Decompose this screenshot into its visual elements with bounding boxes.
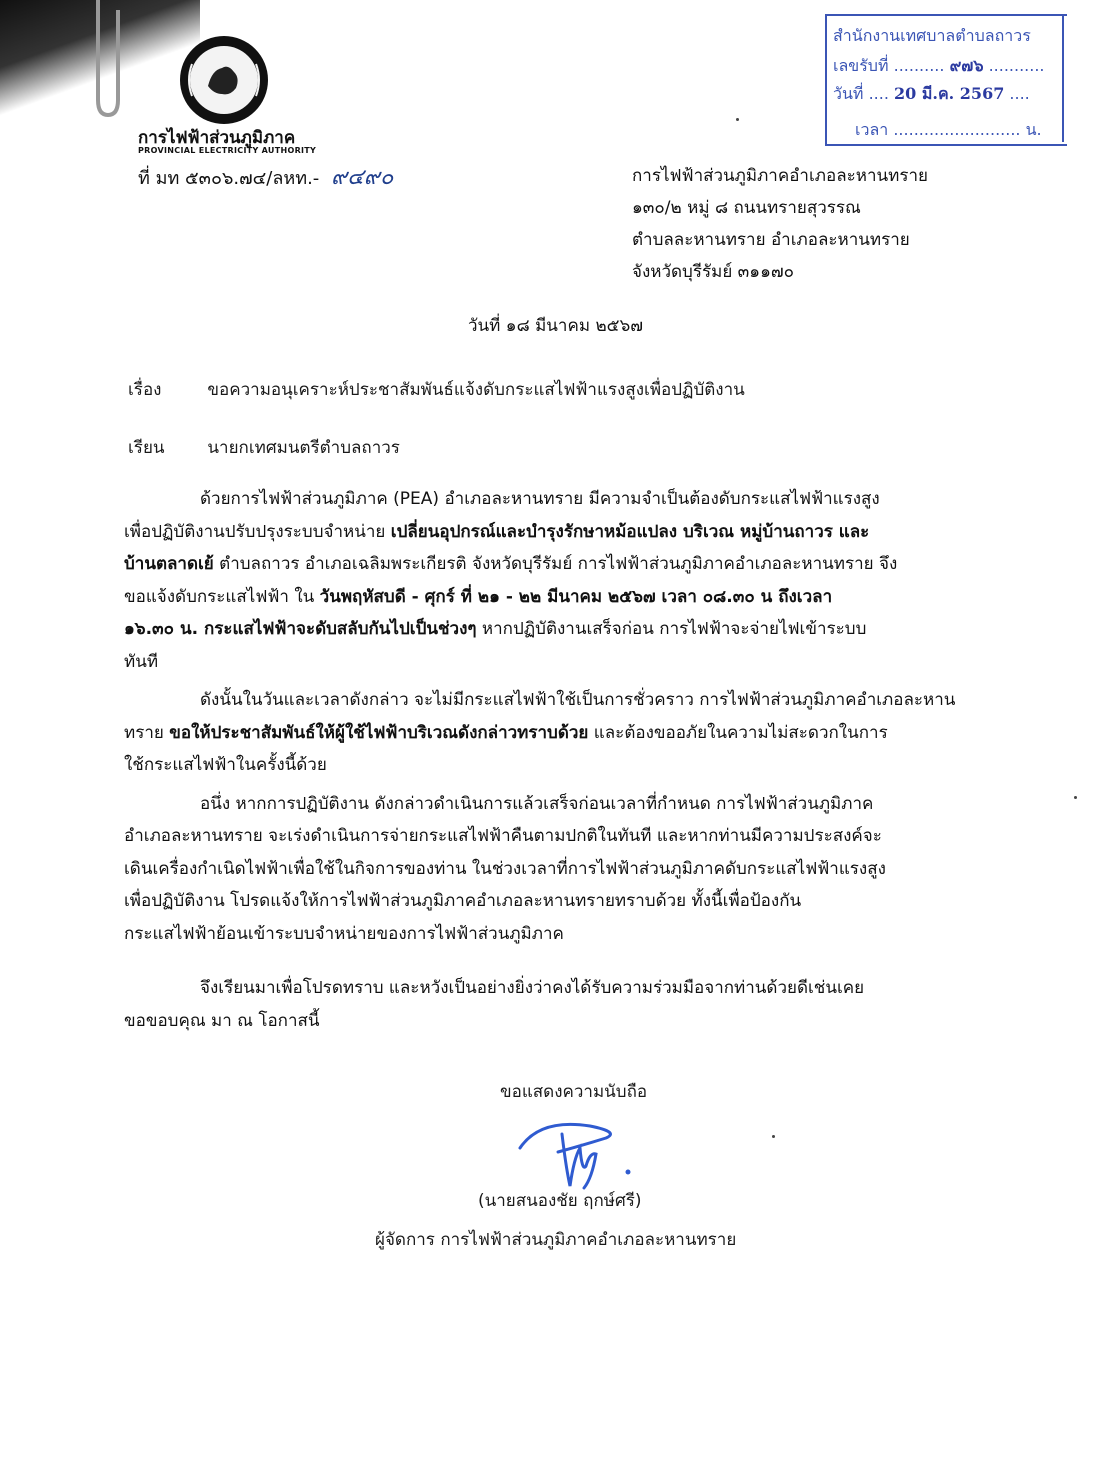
- body-line: เพื่อปฏิบัติงาน โปรดแจ้งให้การไฟฟ้าส่วนภูมิภาคอำเภอละหานทรายทราบด้วย ทั้งนี้เพื่อป้องกัน: [124, 891, 802, 911]
- sender-address: [632, 160, 928, 288]
- letter-body: [124, 483, 1024, 1037]
- body-line: ใช้กระแสไฟฟ้าในครั้งนี้ด้วย: [124, 755, 327, 775]
- body-line: ขอแจ้งดับกระแสไฟฟ้า ใน วันพฤหัสบดี - ศุกร์ ที่ ๒๑ - ๒๒ มีนาคม ๒๕๖๗ เวลา ๐๘.๓๐ น ถึงเวลา: [124, 586, 833, 607]
- closing: ขอแสดงความนับถือ: [500, 1082, 648, 1102]
- body-line: ๑๖.๓๐ น. กระแสไฟฟ้าจะดับสลับกันไปเป็นช่วงๆ หากปฏิบัติงานเสร็จก่อน การไฟฟ้าจะจ่ายไฟเข้าระบบ: [124, 619, 867, 639]
- document-number: [138, 159, 393, 194]
- stamp-date-row: วันที่ .... 20 มี.ค. 2567 ....: [833, 84, 1030, 103]
- subject-label: เรื่อง: [128, 380, 162, 400]
- address-line: จังหวัดบุรีรัมย์ ๓๑๑๗๐: [632, 262, 795, 282]
- body-line: อนึ่ง หากการปฏิบัติงาน ดังกล่าวดำเนินการแล้วเสร็จก่อนเวลาที่กำหนด การไฟฟ้าส่วนภูมิภาค: [200, 793, 874, 814]
- org-name-th: การไฟฟ้าส่วนภูมิภาค: [138, 128, 296, 148]
- subject-text: ขอความอนุเคราะห์ประชาสัมพันธ์แจ้งดับกระแสไฟฟ้าแรงสูงเพื่อปฏิบัติงาน: [207, 380, 745, 400]
- stamp-time-row: เวลา ......................... น.: [855, 120, 1042, 139]
- signer-name: (นายสนองชัย ฤกษ์ศรี): [478, 1191, 642, 1211]
- stamp-date-value: 20 มี.ค. 2567: [894, 84, 1005, 103]
- pea-logo: [178, 34, 270, 126]
- body-line: ด้วยการไฟฟ้าส่วนภูมิภาค (PEA) อำเภอละหานทราย มีความจำเป็นต้องดับกระแสไฟฟ้าแรงสูง: [200, 489, 880, 509]
- body-line: ทันที: [124, 651, 159, 672]
- signer-title: ผู้จัดการ การไฟฟ้าส่วนภูมิภาคอำเภอละหานทราย: [375, 1230, 737, 1250]
- body-line: จึงเรียนมาเพื่อโปรดทราบ และหวังเป็นอย่างยิ่งว่าคงได้รับความร่วมมือจากท่านด้วยดีเช่นเคย: [200, 978, 865, 998]
- body-line: ทราย ขอให้ประชาสัมพันธ์ให้ผู้ใช้ไฟฟ้าบริเวณดังกล่าวทราบด้วย และต้องขออภัยในความไม่สะดวกในการ: [124, 722, 888, 743]
- body-line: กระแสไฟฟ้าย้อนเข้าระบบจำหน่ายของการไฟฟ้าส่วนภูมิภาค: [124, 923, 564, 944]
- address-line: ๑๓๐/๒ หมู่ ๘ ถนนทรายสุวรรณ: [632, 198, 861, 218]
- signature-icon: [510, 1108, 640, 1194]
- body-line: เดินเครื่องกำเนิดไฟฟ้าเพื่อใช้ในกิจการของท่าน ในช่วงเวลาที่การไฟฟ้าส่วนภูมิภาคดับกระแสไฟฟ้าแรงสูง: [124, 858, 886, 879]
- address-line: ตำบลละหานทราย อำเภอละหานทราย: [632, 230, 910, 250]
- stamp-time-suffix: น.: [1025, 120, 1042, 139]
- scan-speck: [1074, 796, 1077, 799]
- address-line: การไฟฟ้าส่วนภูมิภาคอำเภอละหานทราย: [632, 166, 928, 186]
- stamp-office: สำนักงานเทศบาลตำบลถาวร: [833, 26, 1031, 45]
- org-name-en: PROVINCIAL ELECTRICITY AUTHORITY: [138, 146, 317, 155]
- stamp-date-label: วันที่: [833, 84, 864, 103]
- scan-speck: [772, 1135, 775, 1138]
- stamp-receipt-row: เลขรับที่ .......... ๙๗๖ ...........: [833, 56, 1045, 75]
- receipt-stamp: [825, 14, 1067, 146]
- stamp-border: [1062, 14, 1064, 142]
- stamp-receipt-value: ๙๗๖: [949, 56, 984, 75]
- stamp-receipt-label: เลขรับที่: [833, 56, 889, 75]
- recipient-line: [128, 434, 400, 461]
- body-line: เพื่อปฏิบัติงานปรับปรุงระบบจำหน่าย เปลี่ยนอุปกรณ์และบำรุงรักษาหม้อแปลง บริเวณ หมู่บ้านถาวร และ: [124, 521, 870, 542]
- body-line: ดังนั้นในวันและเวลาดังกล่าว จะไม่มีกระแสไฟฟ้าใช้เป็นการชั่วคราว การไฟฟ้าส่วนภูมิภาคอำเภอละหาน: [200, 690, 956, 710]
- paperclip-icon: [88, 0, 128, 120]
- doc-number-handwritten: ๙๔๙๐: [331, 165, 394, 190]
- scan-speck: [736, 118, 739, 121]
- body-line: บ้านตลาดเย้ ตำบลถาวร อำเภอเฉลิมพระเกียรติ จังหวัดบุรีรัมย์ การไฟฟ้าส่วนภูมิภาคอำเภอละหานทราย จึง: [124, 554, 898, 574]
- stamp-time-label: เวลา: [855, 120, 889, 139]
- letter-date: วันที่ ๑๘ มีนาคม ๒๕๖๗: [468, 316, 644, 336]
- recipient-text: นายกเทศมนตรีตำบลถาวร: [207, 438, 400, 458]
- subject-line: [128, 376, 745, 403]
- body-line: ขอขอบคุณ มา ณ โอกาสนี้: [124, 1010, 320, 1031]
- recipient-label: เรียน: [128, 438, 165, 458]
- doc-number-printed: ที่ มท ๕๓๐๖.๗๔/ลหท.-: [138, 168, 320, 189]
- body-line: อำเภอละหานทราย จะเร่งดำเนินการจ่ายกระแสไฟฟ้าคืนตามปกติในทันที และหากท่านมีความประสงค์จะ: [124, 826, 882, 846]
